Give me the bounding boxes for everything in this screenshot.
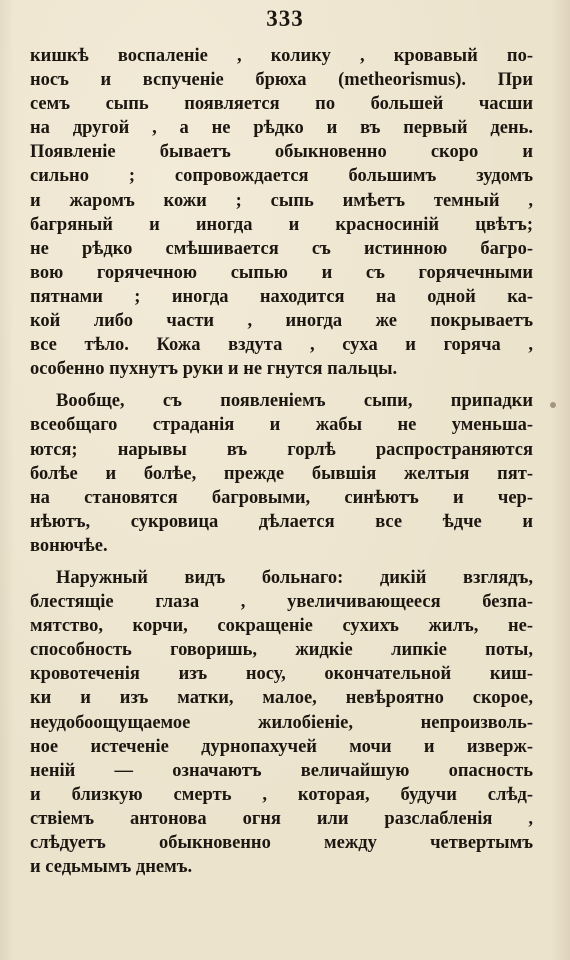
text-line: и седьмымъ днемъ. — [30, 857, 193, 878]
body-text — [30, 44, 533, 879]
text-line: ствіемъ антонова огня или разслабленія , — [30, 808, 533, 829]
paragraph-2 — [30, 389, 533, 558]
paper-speck — [550, 402, 556, 408]
text-line: ки и изъ матки, малое, невѣроятно скорое, — [30, 688, 533, 709]
paragraph-1 — [30, 44, 533, 381]
text-line: неудобоощущаемое жилобіеніе, непроизволь- — [30, 712, 533, 733]
text-line: слѣдуетъ обыкновенно между четвертымъ — [30, 833, 533, 853]
text-line: Появленіе бываетъ обыкновенно скоро и — [30, 142, 533, 163]
text-line: все тѣло. Кожа вздута , суха и горяча , — [30, 335, 533, 356]
text-line: способность говоришь, жидкіе липкіе поты, — [30, 640, 533, 661]
text-line: особенно пухнутъ руки и не гнутся пальцы. — [30, 359, 398, 380]
text-line: и близкую смерть , которая, будучи слѣд- — [30, 784, 533, 805]
text-line: всеобщаго страданія и жабы не уменьша- — [30, 415, 533, 436]
page-number: 333 — [266, 6, 304, 31]
text-line: кровотеченія изъ носу, окончательной киш- — [30, 664, 533, 685]
text-line: нѣютъ, сукровица дѣлается все ѣдче и — [30, 511, 533, 532]
text-line: вонючѣе. — [30, 535, 108, 556]
text-line: кой либо части , иногда же покрываетъ — [30, 311, 533, 332]
text-line: пятнами ; иногда находится на одной ка- — [30, 286, 533, 307]
text-line: ное истеченіе дурнопахучей мочи и изверж- — [30, 736, 533, 757]
text-line: ются; нарывы въ горлѣ распространяются — [30, 439, 533, 460]
text-line: неній — означаютъ величайшую опасность — [30, 760, 533, 781]
text-line: носъ и вспученіе брюха (metheorismus). При — [30, 70, 533, 91]
text-line: вою горячечною сыпью и съ горячечными — [30, 262, 533, 283]
text-line: семъ сыпь появляется по большей часши — [30, 94, 533, 115]
text-line: блестящіе глаза , увеличивающееся безпа- — [30, 592, 533, 613]
text-line: багряный и иногда и красносиній цвѣтъ; — [30, 214, 533, 235]
text-line: не рѣдко смѣшивается съ истинною багро- — [30, 238, 533, 259]
text-line: на другой , а не рѣдко и въ первый день. — [30, 118, 533, 139]
text-line: кишкѣ воспаленіе , колику , кровавый по- — [30, 46, 533, 66]
text-line: мятство, корчи, сокращеніе сухихъ жилъ, не- — [30, 616, 533, 637]
text-line: и жаромъ кожи ; сыпь имѣетъ темный , — [30, 190, 533, 211]
paragraph-3 — [30, 566, 533, 879]
text-line: болѣе и болѣе, прежде бывшія желтыя пят- — [30, 463, 533, 484]
text-line: Наружный видъ больнаго: дикій взглядъ, — [56, 567, 533, 588]
text-line: Вообще, съ появленіемъ сыпи, припадки — [56, 391, 533, 412]
text-line: на становятся багровыми, синѣютъ и чер- — [30, 487, 533, 508]
text-line: сильно ; сопровождается большимъ зудомъ — [30, 166, 533, 187]
